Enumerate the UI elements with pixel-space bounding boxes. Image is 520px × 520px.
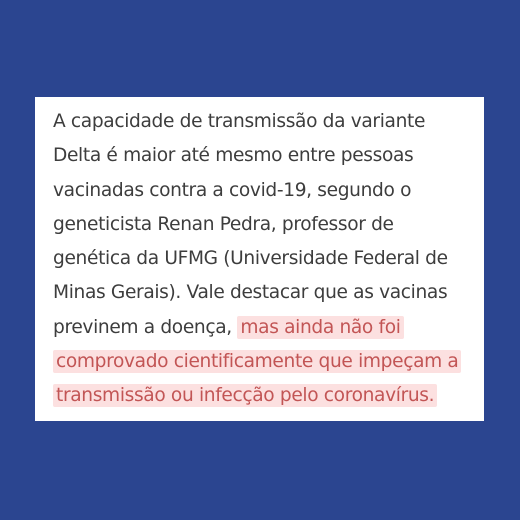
text-line-6: Minas Gerais). Vale destacar que as vacinas — [53, 282, 448, 304]
article-excerpt — [53, 105, 474, 414]
highlighted-text-end: transmissão ou infecção pelo coronavírus. — [53, 384, 437, 407]
text-line-1: A capacidade de transmissão da variante — [53, 111, 426, 132]
highlighted-text-start: mas ainda não foi — [237, 316, 403, 339]
quote-card — [35, 97, 484, 421]
text-line-7-plain: previnem a doença, — [53, 316, 238, 338]
text-line-7 — [53, 311, 474, 345]
text-line-5: genética da UFMG (Universidade Federal de — [53, 248, 448, 270]
text-line-3: vacinadas contra a covid-19, segundo o — [53, 179, 412, 201]
text-line-2: Delta é maior até mesmo entre pessoas — [53, 145, 414, 167]
text-line-4: geneticista Renan Pedra, professor de — [53, 213, 394, 235]
highlighted-text-middle: comprovado cientificamente que impeçam a — [53, 350, 461, 373]
text-line-9 — [53, 379, 474, 413]
text-line-8 — [53, 345, 474, 379]
